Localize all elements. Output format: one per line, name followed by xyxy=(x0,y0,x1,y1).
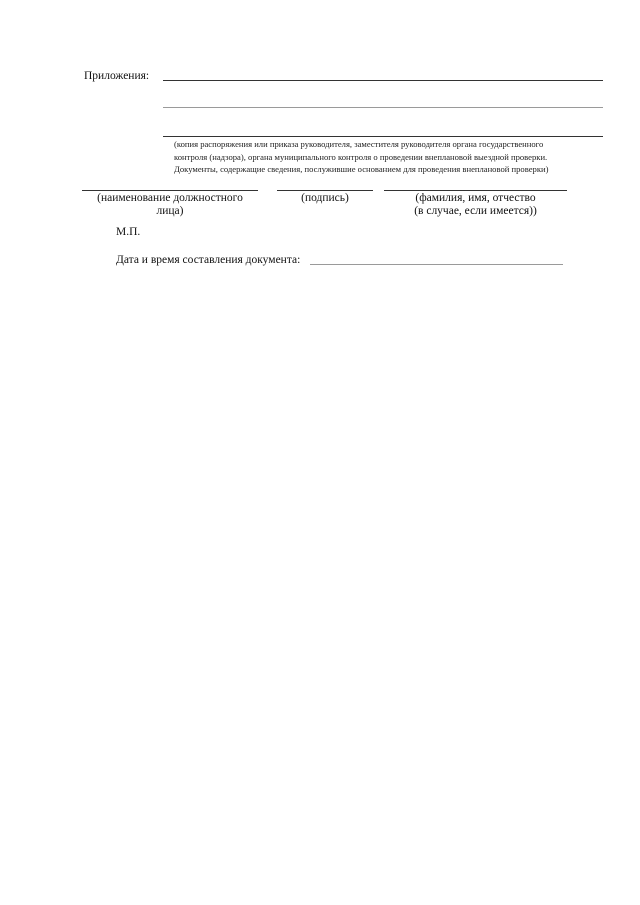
appendix-note-line-1: (копия распоряжения или приказа руководителя, заместителя руководителя органа государственного xyxy=(174,139,544,149)
signature-caption: (подпись) xyxy=(301,192,349,204)
stamp-label: М.П. xyxy=(116,226,141,238)
appendix-line-1[interactable] xyxy=(163,80,603,81)
appendix-label: Приложения: xyxy=(84,70,150,82)
position-caption xyxy=(80,192,260,218)
name-signature-line[interactable] xyxy=(384,190,567,191)
name-caption-line-1: (фамилия, имя, отчество xyxy=(415,192,536,204)
document-date-label: Дата и время составления документа: xyxy=(116,254,301,266)
appendix-note-line-2: контроля (надзора), органа муниципального контроля о проведении внеплановой выездной проверки. xyxy=(174,151,548,162)
position-signature-line[interactable] xyxy=(82,190,258,191)
position-caption-line-1: (наименование должностного xyxy=(97,192,243,204)
document-date-value[interactable] xyxy=(312,254,563,264)
name-caption-line-2: (в случае, если имеется)) xyxy=(414,205,537,217)
name-caption xyxy=(384,192,567,218)
appendix-line-3[interactable] xyxy=(163,136,603,137)
appendix-note-line-3: Документы, содержащие сведения, послужившие основанием для проведения внеплановой проверки) xyxy=(174,164,549,174)
appendix-note xyxy=(174,138,548,176)
document-date-line[interactable] xyxy=(310,264,563,265)
position-caption-line-2: лица) xyxy=(156,205,184,217)
signature-line[interactable] xyxy=(277,190,373,191)
appendix-line-2[interactable] xyxy=(163,107,603,108)
